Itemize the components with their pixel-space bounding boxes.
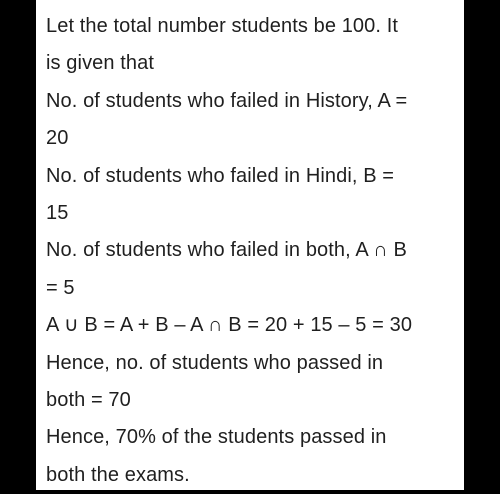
left-frame [0, 0, 36, 490]
text-line-12: Hence, 70% of the students passed in [46, 426, 387, 449]
text-line-8: = 5 [46, 276, 75, 299]
text-line-1: Let the total number students be 100. It [46, 15, 399, 37]
right-frame [464, 0, 500, 490]
text-line-10: Hence, no. of students who passed in [46, 351, 384, 374]
text-line-7: No. of students who failed in both, A ∩ B [46, 239, 407, 262]
text-line-5: No. of students who failed in Hindi, B = [46, 164, 395, 187]
text-line-2: is given that [46, 52, 155, 75]
text-line-13: both the exams. [46, 463, 190, 486]
text-line-11: both = 70 [46, 388, 131, 411]
solution-text [46, 8, 462, 494]
text-line-3: No. of students who failed in History, A = [46, 89, 408, 112]
text-line-6: 15 [46, 201, 69, 224]
text-line-4: 20 [46, 127, 69, 150]
text-line-9: A ∪ B = A + B – A ∩ B = 20 + 15 – 5 = 30 [46, 314, 413, 337]
